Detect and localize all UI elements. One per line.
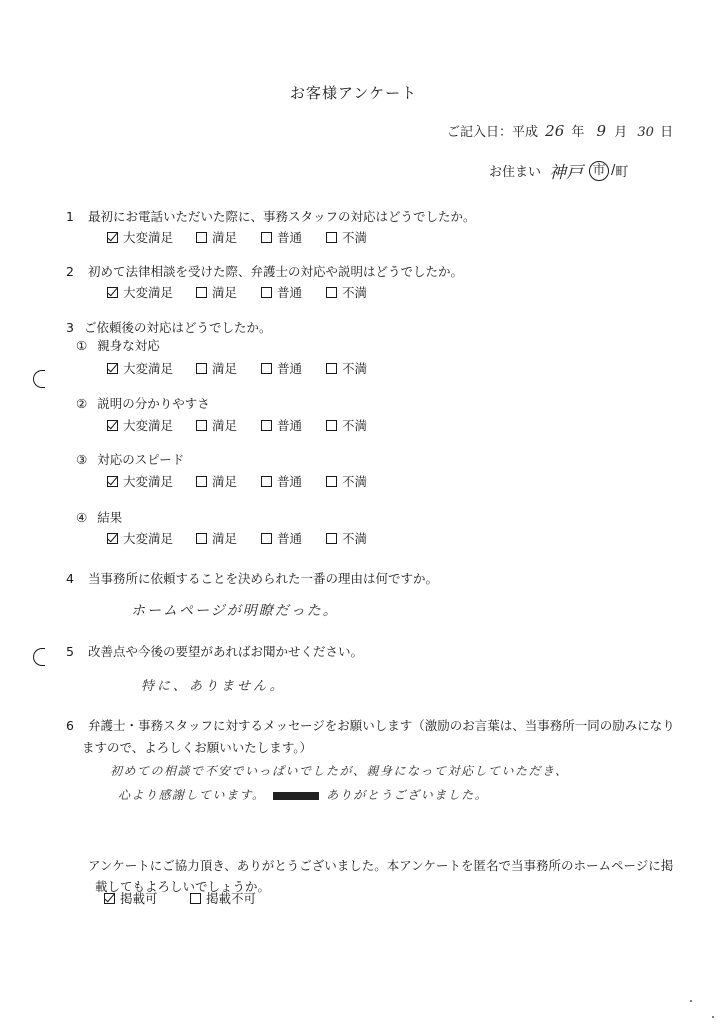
checkbox-icon[interactable] [261,533,272,544]
address-line [489,158,628,183]
question-6-line-1 [66,716,675,734]
sq4-option-neutral[interactable]: 普通 [261,529,326,547]
question-4-answer[interactable]: ホームページが明瞭だった。 [131,603,339,619]
checkbox-icon[interactable] [326,420,337,431]
date-line [447,121,673,140]
scan-speck [712,1016,714,1018]
checkbox-icon[interactable] [196,476,207,487]
checkbox-checked-icon[interactable] [107,420,118,431]
month-unit: 月 [614,125,628,140]
checkbox-checked-icon[interactable] [107,476,118,487]
sq1-option-neutral[interactable]: 普通 [261,359,326,377]
sq1-option-very-satisfied[interactable]: 大変満足 [107,359,196,377]
sub-question-1 [76,336,160,354]
question-6-answer-line-2[interactable] [118,786,488,803]
date-day: 30 [637,125,654,140]
sub-question-3-options [107,472,367,490]
checkbox-icon[interactable] [326,232,337,243]
question-4 [66,569,438,587]
checkbox-icon[interactable] [196,287,207,298]
address-label: お住まい [489,165,542,180]
sq2-option-satisfied[interactable]: 満足 [196,416,261,434]
consent-option-disallow[interactable]: 掲載不可 [190,889,256,907]
sub-question-4 [76,508,122,526]
checkbox-icon[interactable] [196,533,207,544]
sq3-option-dissatisfied[interactable]: 不満 [326,472,367,490]
checkbox-icon[interactable] [196,363,207,374]
question-4-text: 当事務所に依頼することを決められた一番の理由は何ですか。 [87,571,438,586]
checkbox-checked-icon[interactable] [104,893,115,904]
sub-question-1-text: 親身な対応 [97,338,160,353]
consent-text-line-1: アンケートにご協力頂き、ありがとうございました。本アンケートを匿名で当事務所のホームページに掲 [88,858,674,873]
checkbox-icon[interactable] [190,893,201,904]
question-5-text: 改善点や今後の要望があればお聞かせください。 [87,644,363,659]
question-1-options [107,228,367,246]
sq2-option-dissatisfied[interactable]: 不満 [326,416,367,434]
sq4-option-satisfied[interactable]: 満足 [196,529,261,547]
checkbox-icon[interactable] [326,533,337,544]
margin-bracket-mark [33,370,45,388]
question-1 [66,207,475,225]
address-city: 神戸 [549,163,584,183]
sq4-option-very-satisfied[interactable]: 大変満足 [107,529,196,547]
q1-option-satisfied[interactable]: 満足 [196,228,261,246]
checkbox-checked-icon[interactable] [107,533,118,544]
answer-line-2-start: 心より感謝しています。 [118,788,266,802]
question-2-options [107,283,367,301]
question-4-number: 4 [66,571,74,586]
question-6-text-line-1: 弁護士・事務スタッフに対するメッセージをお願いします（激励のお言葉は、当事務所一同の励みになり [87,718,675,733]
sq3-option-satisfied[interactable]: 満足 [196,472,261,490]
sq2-option-neutral[interactable]: 普通 [261,416,326,434]
margin-bracket-mark [33,648,45,666]
day-unit: 日 [660,125,674,140]
question-2-text: 初めて法律相談を受けた際、弁護士の対応や説明はどうでしたか。 [87,264,463,279]
sub-question-3 [76,450,184,468]
form-title: お客様アンケート [290,84,418,102]
consent-options [104,889,256,907]
sq1-option-satisfied[interactable]: 満足 [196,359,261,377]
sq3-option-neutral[interactable]: 普通 [261,472,326,490]
checkbox-icon[interactable] [326,287,337,298]
sub-question-4-text: 結果 [97,510,123,525]
city-unit-circled: 市 [589,161,609,181]
question-5 [66,642,363,660]
q2-option-satisfied[interactable]: 満足 [196,283,261,301]
sub-question-3-text: 対応のスピード [97,452,185,467]
date-year: 26 [545,122,565,140]
checkbox-checked-icon[interactable] [107,287,118,298]
q2-option-dissatisfied[interactable]: 不満 [326,283,367,301]
question-1-number: 1 [66,209,74,224]
sub-question-2 [76,394,210,412]
checkbox-icon[interactable] [326,476,337,487]
answer-line-2-end: ありがとうございました。 [326,788,489,802]
date-month: 9 [596,122,607,140]
q1-option-very-satisfied[interactable]: 大変満足 [107,228,196,246]
question-3 [66,318,271,336]
q2-option-very-satisfied[interactable]: 大変満足 [107,283,196,301]
question-3-number: 3 [66,320,74,335]
sq3-option-very-satisfied[interactable]: 大変満足 [107,472,196,490]
question-5-number: 5 [66,644,74,659]
question-6-answer-line-1[interactable]: 初めての相談で不安でいっぱいでしたが、親身になって対応していただき、 [110,764,569,778]
q1-option-dissatisfied[interactable]: 不満 [326,228,367,246]
consent-text-line-2: 載してもよろしいでしょうか。 [95,879,271,894]
sq1-option-dissatisfied[interactable]: 不満 [326,359,367,377]
checkbox-icon[interactable] [261,363,272,374]
question-3-text: ご依頼後の対応はどうでしたか。 [83,320,272,335]
sub-question-1-options [107,359,367,377]
sub-question-4-options [107,529,367,547]
q1-option-neutral[interactable]: 普通 [261,228,326,246]
question-6-number: 6 [66,718,74,733]
q2-option-neutral[interactable]: 普通 [261,283,326,301]
sub-question-2-marker: ② [76,396,88,411]
checkbox-icon[interactable] [261,476,272,487]
question-1-text: 最初にお電話いただいた際に、事務スタッフの対応はどうでしたか。 [87,209,476,224]
date-label: ご記入日：平成 [447,125,539,140]
question-5-answer[interactable]: 特に、ありません。 [141,679,286,694]
checkbox-icon[interactable] [326,363,337,374]
checkbox-icon[interactable] [261,232,272,243]
year-unit: 年 [571,125,585,140]
checkbox-checked-icon[interactable] [107,363,118,374]
checkbox-icon[interactable] [261,287,272,298]
sub-question-2-options [107,416,367,434]
checkbox-checked-icon[interactable] [107,232,118,243]
town-unit: 町 [615,165,629,180]
sub-question-1-marker: ① [76,338,88,353]
scribbled-out-text [273,792,319,800]
consent-option-allow[interactable]: 掲載可 [104,889,190,907]
checkbox-icon[interactable] [196,232,207,243]
question-2 [66,262,463,280]
address-separator: / [611,163,616,178]
checkbox-icon[interactable] [261,420,272,431]
sub-question-2-text: 説明の分かりやすさ [97,396,210,411]
scan-speck [690,1000,692,1002]
sub-question-4-marker: ④ [76,510,88,525]
sq4-option-dissatisfied[interactable]: 不満 [326,529,367,547]
question-2-number: 2 [66,264,74,279]
sub-question-3-marker: ③ [76,452,88,467]
sq2-option-very-satisfied[interactable]: 大変満足 [107,416,196,434]
checkbox-icon[interactable] [196,420,207,431]
question-6-text-line-2: ますので、よろしくお願いいたします。） [82,740,313,755]
